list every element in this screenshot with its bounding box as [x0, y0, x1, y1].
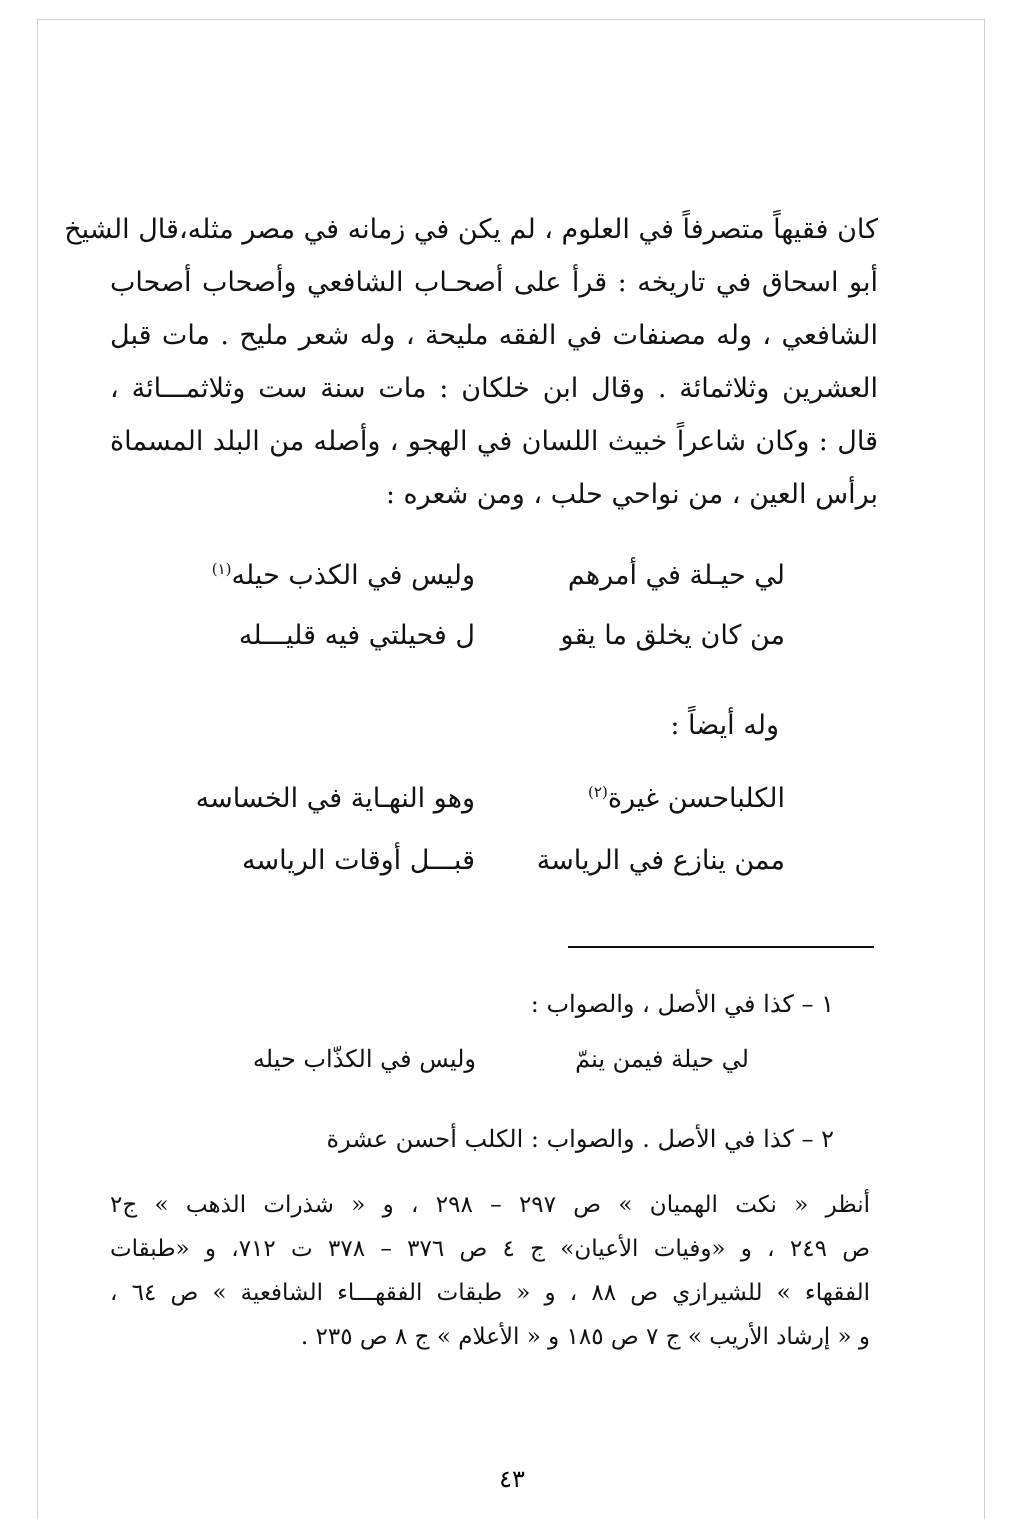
verse-first-hemistich [588, 783, 785, 814]
poem1-verse-2 [195, 620, 785, 670]
footnote-1-verse-first: لي حيلة فيمن ينمّ [575, 1045, 749, 1073]
footnote-1-verse-second: وليس في الكذّاب حيله [252, 1045, 476, 1073]
verse-first-hemistich: ممن ينازع في الرياسة [536, 845, 785, 876]
footnote-2: ٢ – كذا في الأصل . والصواب : الكلب أحسن عشرة [326, 1125, 834, 1153]
body-line: العشرين وثلاثمائة . وقال ابن خلكان : مات سنة ست وثلاثمـــائة ، [110, 373, 878, 404]
footnote-1: ١ – كذا في الأصل ، والصواب : [530, 990, 834, 1018]
sources-line: أنظر « نكت الهميان » ص ٢٩٧ – ٢٩٨ ، و « شذرات الذهب » ج٢ [110, 1192, 870, 1218]
verse-text: وليس في الكذب حيله [231, 560, 475, 591]
poem2-verse-1 [195, 783, 785, 833]
poem1-verse-1 [195, 560, 785, 610]
verse-text: الكلباحسن غيرة [607, 783, 785, 814]
sources-line: و « إرشاد الأريب » ج ٧ ص ١٨٥ و « الأعلام » ج ٨ ص ٢٣٥ . [300, 1324, 870, 1350]
sources-line: ص ٢٤٩ ، و «وفيات الأعيان» ج ٤ ص ٣٧٦ – ٣٧٨ ت ٧١٢، و «طبقات [110, 1236, 871, 1262]
verse-second-hemistich [212, 560, 475, 591]
footnote-separator [568, 946, 874, 948]
poem2-intro: وله أيضاً : [670, 710, 779, 741]
body-paragraph [64, 203, 878, 521]
verse-second-hemistich: ل فحيلتي فيه قليـــله [238, 620, 475, 651]
footnote-ref-2: (٢) [588, 783, 608, 801]
verse-second-hemistich: وهو النهـاية في الخساسه [195, 783, 475, 814]
footnote-ref-1: (١) [211, 560, 232, 578]
sources-paragraph [110, 1183, 870, 1359]
verse-second-hemistich: قبـــل أوقات الرياسه [242, 845, 475, 876]
body-line: أبو اسحاق في تاريخه : قرأ على أصحـاب الشافعي وأصحاب أصحاب [110, 267, 878, 298]
poem2-verse-2 [195, 845, 785, 895]
page-number: ٤٣ [499, 1465, 525, 1493]
body-line: كان فقيهاً متصرفاً في العلوم ، لم يكن في زمانه في مصر مثله،قال الشيخ [64, 214, 878, 245]
verse-first-hemistich: لي حيـلة في أمرهم [567, 560, 785, 591]
sources-line: الفقهاء » للشيرازي ص ٨٨ ، و « طبقات الفقهـــاء الشافعية » ص ٦٤ ، [110, 1280, 870, 1306]
body-line: الشافعي ، وله مصنفات في الفقه مليحة ، وله شعر مليح . مات قبل [110, 320, 878, 351]
body-line: قال : وكان شاعراً خبيث اللسان في الهجو ، وأصله من البلد المسماة [110, 426, 878, 457]
body-line: برأس العين ، من نواحي حلب ، ومن شعره : [385, 479, 878, 510]
verse-first-hemistich: من كان يخلق ما يقو [560, 620, 785, 651]
